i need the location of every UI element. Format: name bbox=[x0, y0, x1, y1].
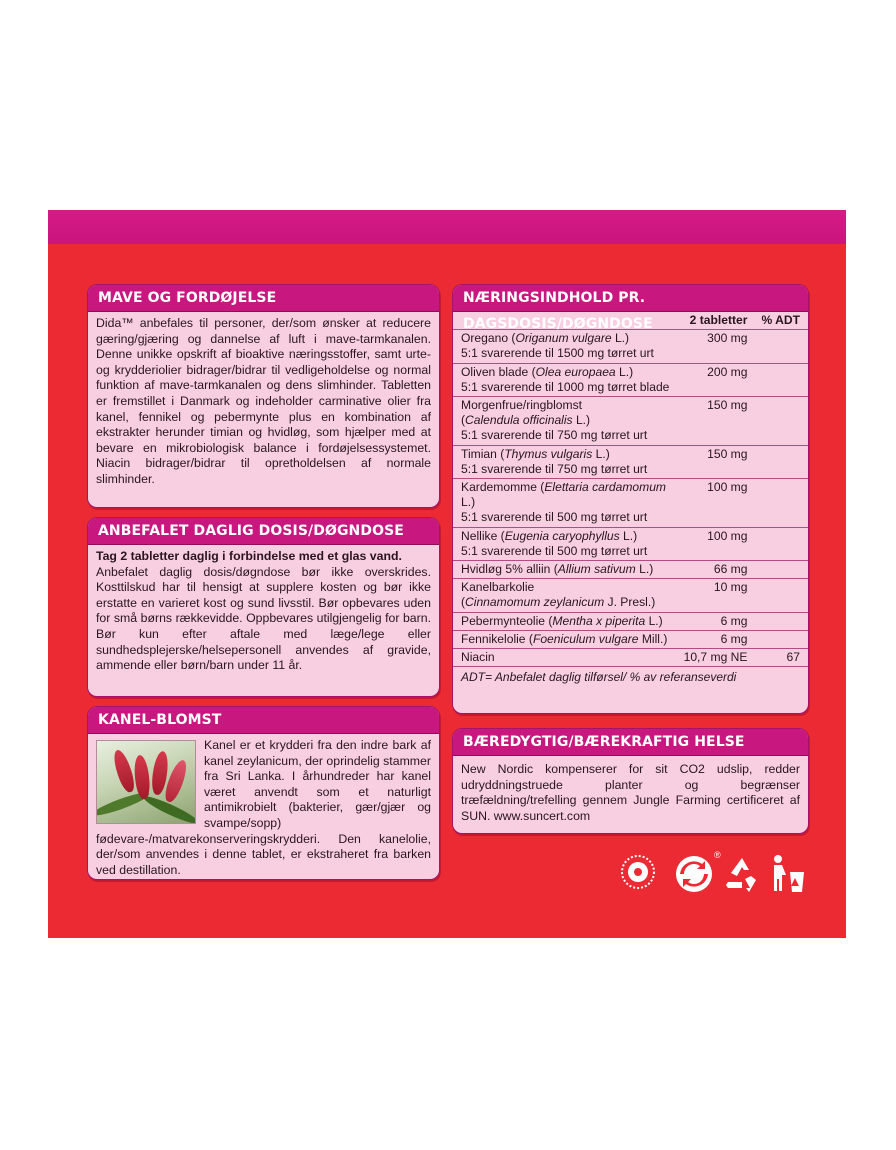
recycling-icons bbox=[618, 852, 818, 896]
nutrient-name: Niacin bbox=[453, 649, 676, 667]
nutrient-name: Nellike (Eugenia caryophyllus L.) 5:1 svarerende til 500 mg tørret urt bbox=[453, 527, 676, 560]
nutrient-amount: 100 mg bbox=[676, 527, 754, 560]
nutrient-amount: 200 mg bbox=[676, 363, 754, 396]
nutrient-adt bbox=[753, 612, 808, 630]
dosis-lead: Tag 2 tabletter daglig i forbindelse med et glas vand. bbox=[96, 549, 402, 563]
nutrient-name: Oliven blade (Olea europaea L.) 5:1 svarerende til 1000 mg tørret blade bbox=[453, 363, 676, 396]
nutrient-amount: 10 mg bbox=[676, 579, 754, 612]
panel-naering-title: NÆRINGSINDHOLD PR. DAGSDOSIS/DØGNDOSE bbox=[453, 285, 808, 312]
nutrient-amount: 100 mg bbox=[676, 479, 754, 528]
nutrient-name: Fennikelolie (Foeniculum vulgare Mill.) bbox=[453, 630, 676, 648]
nutrient-adt bbox=[753, 330, 808, 363]
kanel-text: Kanel er et krydderi fra den indre bark af kanel zeylanicum, der oprindelig stammer fra Sri Lanka. I århundreder har kanel været anvendt som et naturligt antimikrobielt (bakterier, gær/gjær og svampe/sopp) fødevare-/matvarekonserveringskrydderi. Den kanelolie, der/som anvendes i denne tablet, er ekstraheret fra barken ved destillation. bbox=[96, 738, 431, 877]
nutrient-adt bbox=[753, 363, 808, 396]
nutrient-adt bbox=[753, 561, 808, 579]
nutrient-name: Morgenfrue/ringblomst (Calendula officinalis L.) 5:1 svarerende til 750 mg tørret urt bbox=[453, 397, 676, 446]
nutrient-name: Hvidløg 5% alliin (Allium sativum L.) bbox=[453, 561, 676, 579]
nutrition-row bbox=[453, 561, 808, 579]
nutrition-row bbox=[453, 445, 808, 478]
panel-mave-title: MAVE OG FORDØJELSE bbox=[88, 285, 439, 312]
nutrient-amount: 150 mg bbox=[676, 445, 754, 478]
nutrition-row bbox=[453, 579, 808, 612]
panel-kanel-body bbox=[88, 734, 439, 880]
nutrient-amount: 6 mg bbox=[676, 612, 754, 630]
col-amount-header: 2 tabletter bbox=[689, 313, 748, 327]
dosis-text: Anbefalet daglig dosis/døgndose bør ikke overskrides. Kosttilskud har til hensigt at supplere kosten og bør ikke erstatte en varieret kost og sund livsstil. Bør opbevares uden for små børns rækkevidde. Oppbevares utilgjengelig for barn. Bør kun efter aftale med læge/lege eller sundhedsplejerske/helsepersonell anvendes af gravide, ammende eller børn/barn under 11 år. bbox=[96, 564, 431, 673]
recycle-icon bbox=[722, 852, 762, 896]
nutrient-name: Oregano (Origanum vulgare L.) 5:1 svarerende til 1500 mg tørret urt bbox=[453, 330, 676, 363]
nutrient-name: Kardemomme (Elettaria cardamomum L.) 5:1 svarerende til 500 mg tørret urt bbox=[453, 479, 676, 528]
registered-mark: ® bbox=[714, 850, 721, 860]
panel-dosis-body bbox=[88, 545, 439, 680]
nutrient-adt bbox=[753, 479, 808, 528]
nutrient-adt bbox=[753, 527, 808, 560]
panel-kanel bbox=[87, 706, 440, 880]
nutrient-adt bbox=[753, 579, 808, 612]
nutrient-adt bbox=[753, 397, 808, 446]
nutrition-row bbox=[453, 649, 808, 667]
panel-mave-text: Dida™ anbefales til personer, der/som ønsker at reducere gæring/gjæring og dannelse af luft i mave-tarmkanalen. Denne unikke opskrift af bioaktive næringsstoffer, samt urte-og krydderiolier bidrager/bidrar til vedligeholdelse og normal funktion af mave-tarmkanalen og dens slimhinder. Tabletten er fremstillet i Danmark og indeholder carminative olier fra kanel, fennikel og pebermynte plus en kombination af ekstrakter herunder timian og hvidløg, som hjælper med at bevare en mikrobiologisk balance i fordøjelsessystemet. Niacin bidrager/bidrar til opretholdelsen af normale slimhinder. bbox=[96, 316, 431, 486]
green-dot-icon bbox=[674, 852, 718, 896]
panel-kanel-title: KANEL-BLOMST bbox=[88, 707, 439, 734]
package-top-flap bbox=[48, 210, 846, 248]
nutrient-name: Timian (Thymus vulgaris L.) 5:1 svarerende til 750 mg tørret urt bbox=[453, 445, 676, 478]
panel-dosis bbox=[87, 517, 440, 697]
tidyman-icon bbox=[768, 852, 808, 896]
panel-baeredygtig bbox=[452, 728, 809, 834]
panel-mave bbox=[87, 284, 440, 508]
nutrient-name: Pebermynteolie (Mentha x piperita L.) bbox=[453, 612, 676, 630]
panel-baeredygtig-title: BÆREDYGTIG/BÆREKRAFTIG HELSE bbox=[453, 729, 808, 756]
col-adt-header: % ADT bbox=[761, 313, 800, 327]
nutrient-adt bbox=[753, 630, 808, 648]
nutrient-amount: 10,7 mg NE bbox=[676, 649, 754, 667]
nutrient-amount: 150 mg bbox=[676, 397, 754, 446]
nutrient-name: Kanelbarkolie (Cinnamomum zeylanicum J. Presl.) bbox=[453, 579, 676, 612]
nutrition-row bbox=[453, 612, 808, 630]
nutrition-row bbox=[453, 479, 808, 528]
nutrient-adt bbox=[753, 445, 808, 478]
nutrient-adt: 67 bbox=[753, 649, 808, 667]
cinnamon-flower-photo bbox=[96, 740, 196, 824]
nutrition-table bbox=[453, 312, 808, 666]
nutrient-amount: 66 mg bbox=[676, 561, 754, 579]
baeredygtig-text: New Nordic kompenserer for sit CO2 udslip, redder udryddningstruede planter og begrænser træfældning/trefelling gennem Jungle Farming certificeret af SUN. www.suncert.com bbox=[461, 762, 800, 823]
nutrient-amount: 300 mg bbox=[676, 330, 754, 363]
nutrition-row bbox=[453, 363, 808, 396]
nutrient-amount: 6 mg bbox=[676, 630, 754, 648]
nutrition-footnote: ADT= Anbefalet daglig tilførsel/ % av referanseverdi bbox=[453, 666, 808, 688]
panel-naering bbox=[452, 284, 809, 714]
nutrition-row bbox=[453, 397, 808, 446]
nutrition-row bbox=[453, 630, 808, 648]
sun-cert-icon bbox=[618, 852, 658, 896]
panel-dosis-title: ANBEFALET DAGLIG DOSIS/DØGNDOSE bbox=[88, 518, 439, 545]
nutrition-row bbox=[453, 527, 808, 560]
